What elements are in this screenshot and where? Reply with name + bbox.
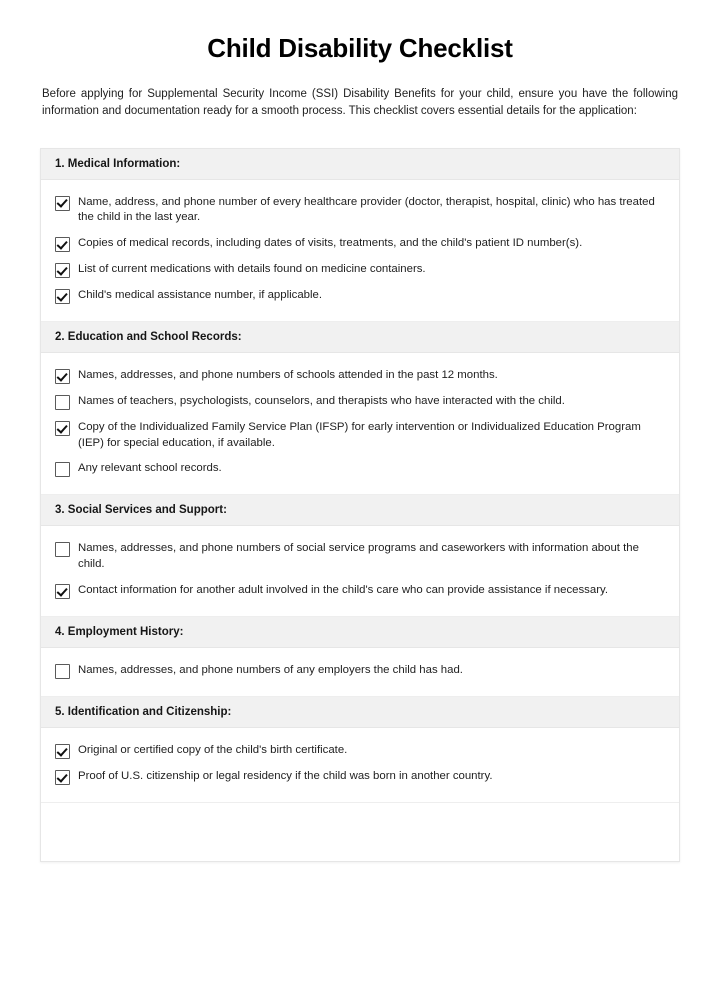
checklist-item[interactable] [55,658,665,684]
checkbox-unchecked-icon[interactable] [55,664,70,679]
checklist-item[interactable] [55,415,665,456]
section-body [41,526,679,616]
checkbox-checked-icon[interactable] [55,196,70,211]
checklist-item-label: Names of teachers, psychologists, counselors, and therapists who have interacted with the child. [78,395,565,407]
checklist-footer-space [41,803,679,862]
checkbox-checked-icon[interactable] [55,289,70,304]
checklist-item[interactable] [55,738,665,764]
checklist-item[interactable] [55,257,665,283]
checklist-item[interactable] [55,764,665,790]
section-body [41,648,679,697]
checklist-item-label: Name, address, and phone number of every healthcare provider (doctor, therapist, hospital, clinic) who has treated the child in the last year. [78,195,655,224]
intro-paragraph: Before applying for Supplemental Security Income (SSI) Disability Benefits for your child, ensure you have the following information and documentation ready for a smooth process. This checklist covers essential details for the application: [42,88,678,117]
checkbox-unchecked-icon[interactable] [55,462,70,477]
checklist-item-label: Names, addresses, and phone numbers of schools attended in the past 12 months. [78,369,498,381]
section-header: 1. Medical Information: [41,149,679,180]
checklist-item-label: Child's medical assistance number, if applicable. [78,289,323,301]
checklist-item-label: Names, addresses, and phone numbers of any employers the child has had. [78,663,463,676]
section-body [41,180,679,322]
checklist-item[interactable] [55,231,665,257]
checklist-item-label: Contact information for another adult involved in the child's care who can provide assistance if necessary. [78,583,609,596]
checkbox-checked-icon[interactable] [55,584,70,599]
checklist-item[interactable] [55,389,665,415]
checklist-item-label: Proof of U.S. citizenship or legal residency if the child was born in another country. [78,769,493,782]
checkbox-unchecked-icon[interactable] [55,395,70,410]
page-title: Child Disability Checklist [207,33,513,63]
checklist-item-label: Any relevant school records. [78,462,222,475]
checkbox-unchecked-icon[interactable] [55,542,70,557]
section-header: 5. Identification and Citizenship: [41,697,679,728]
section-body [41,728,679,803]
checkbox-checked-icon[interactable] [55,237,70,252]
checkbox-checked-icon[interactable] [55,421,70,436]
section-body [41,353,679,495]
section-header: 3. Social Services and Support: [41,495,679,526]
checklist-container [40,148,680,862]
checklist-item[interactable] [55,456,665,482]
checkbox-checked-icon[interactable] [55,369,70,384]
section-header: 4. Employment History: [41,617,679,648]
checklist-item[interactable] [55,578,665,604]
checkbox-checked-icon[interactable] [55,744,70,759]
checkbox-checked-icon[interactable] [55,263,70,278]
checklist-item[interactable] [55,363,665,389]
section-header: 2. Education and School Records: [41,322,679,353]
checkbox-checked-icon[interactable] [55,770,70,785]
checklist-item[interactable] [55,283,665,309]
checklist-item[interactable] [55,536,665,577]
checklist-item-label: Names, addresses, and phone numbers of social service programs and caseworkers with information about the child. [78,542,639,571]
checklist-item[interactable] [55,190,665,231]
checklist-item-label: List of current medications with details found on medicine containers. [78,263,426,275]
checklist-item-label: Copy of the Individualized Family Service Plan (IFSP) for early intervention or Individualized Education Program (IEP) for special education, if available. [78,421,641,449]
checklist-item-label: Original or certified copy of the child's birth certificate. [78,743,348,756]
checklist-item-label: Copies of medical records, including dates of visits, treatments, and the child's patient ID number(s). [78,237,583,249]
